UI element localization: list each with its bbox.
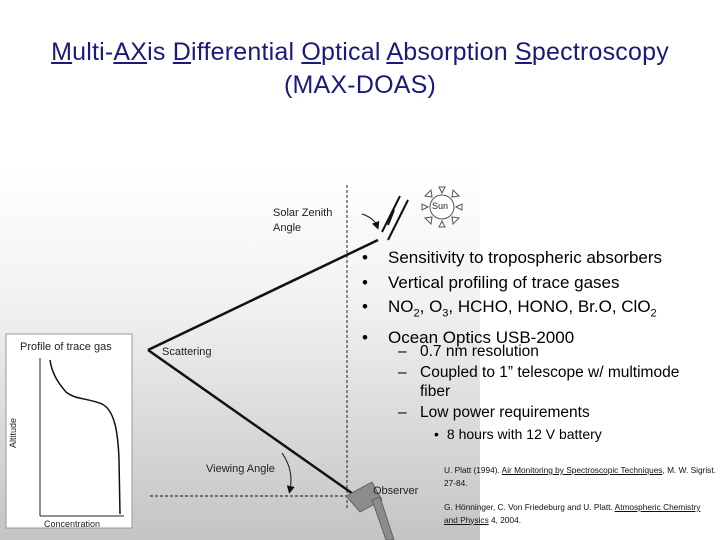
bullet-item — [362, 246, 720, 271]
viewing-angle-label: Viewing Angle — [206, 463, 275, 475]
reference-2: G. Hönninger, C. Von Friedeburg and U. Platt. Atmospheric Chemistry and Physics 4, 2004. — [444, 502, 701, 525]
profile-title: Profile of trace gas — [20, 341, 112, 353]
bullet-symbol: • — [362, 297, 368, 316]
bullet-text: , HCHO, HONO, Br.O, ClO — [448, 297, 651, 316]
sub-bullet-item: – Coupled to 1” telescope w/ multimode fiber — [398, 364, 680, 400]
sun-label: Sun — [432, 201, 449, 211]
title-initial: M — [51, 38, 73, 66]
title-word-rest: is — [147, 38, 173, 66]
profile-inset — [6, 334, 132, 528]
title-line-1 — [0, 36, 720, 69]
bullet-text: NO — [388, 297, 414, 316]
title-initial: O — [301, 38, 322, 66]
dash-symbol: – — [398, 404, 407, 421]
title-word-rest: bsorption — [403, 38, 516, 66]
bullet-text: Sensitivity to tropospheric absorbers — [388, 248, 663, 267]
bullet-text: Vertical profiling of trace gases — [388, 272, 620, 292]
bullet-item — [362, 271, 720, 296]
solar-zenith-label: Solar Zenith — [273, 207, 333, 219]
subscript: 2 — [413, 307, 420, 320]
bullet-symbol: • — [434, 426, 439, 442]
bullet-symbol: • — [362, 272, 368, 292]
title-initial: A — [386, 38, 404, 66]
dash-symbol: – — [398, 343, 407, 360]
title-word-rest: pectroscopy — [531, 38, 669, 66]
subscript: 2 — [650, 307, 657, 320]
bullet-text: , O — [419, 297, 443, 316]
title-word-rest: ptical — [321, 38, 387, 66]
reference-1-link[interactable]: Air Monitoring by Spectroscopic Techniques — [501, 465, 663, 475]
reference-2-link[interactable]: Atmospheric Chemistry and Physics — [444, 502, 701, 525]
solar-zenith-angle-label: Angle — [273, 222, 302, 234]
concentration-label: Concentration — [44, 519, 101, 529]
bullet-text: Ocean Optics USB-2000 — [388, 327, 575, 347]
sub-bullet-list — [398, 342, 698, 422]
dash-symbol: – — [398, 364, 407, 381]
title-word-rest: ifferential — [191, 38, 302, 66]
subscript: 3 — [442, 307, 449, 320]
title-line-2: (MAX-DOAS) — [284, 71, 436, 99]
altitude-label: Altitude — [8, 417, 19, 449]
title-initial: S — [515, 38, 532, 66]
observer-label: Observer — [373, 485, 419, 497]
bullet-symbol: • — [362, 327, 368, 347]
reference-1: U. Platt (1994). Air Monitoring by Spectroscopic Techniques, M. W. Sigrist. 27-84. — [444, 465, 716, 488]
bullet-symbol: • — [362, 248, 368, 267]
title-initial: D — [172, 38, 192, 66]
bullet-item — [362, 295, 720, 326]
slide-title — [0, 36, 720, 102]
sub-bullet-item: – 0.7 nm resolution — [398, 343, 539, 360]
sub-bullet-item: – Low power requirements — [398, 404, 590, 421]
title-initial: AX — [113, 38, 148, 66]
main-bullet-list — [362, 246, 720, 350]
title-word-rest: ulti- — [72, 38, 114, 66]
sub-sub-bullet: • 8 hours with 12 V battery — [434, 426, 602, 442]
scattering-label: Scattering — [162, 346, 212, 358]
